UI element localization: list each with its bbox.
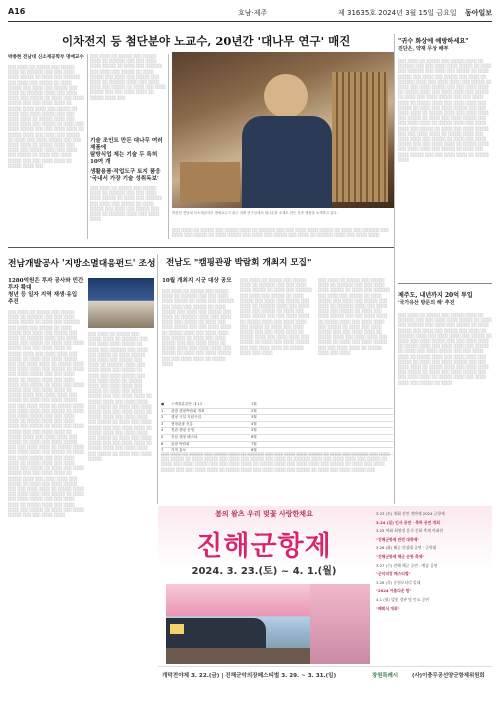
sidebar-body-2: ░░░ ░░░░ ░░ ░░░░░ ░░░ ░░░░░ ░░░░ ░░ ░░░░░░ ░░░ ░░░ ░░░░ ░░░░ ░░░░░ ░░ ░░░░ ░░░ ░░░░░░ ░░░ ░░░░ ░░░ ░░░░░ ░░ ░░░░ ░░░░░ ░░░ ░░░░ ░░░ ░░░░░ ░░░ ░░░░ ░░ ░░░░░░ ░░░░ ░░░ ░░░░ ░░░░ ░░░ ░░░░░ ░░ ░░░░ ░░░ ░░░░ ░░░░░ ░░░ ░░░ ░░░░ ░░░░ ░░ ░░░░░ ░░░░ ░░░ ░░░░ ░░░░ ░░░ ░░░░░ ░░ ░░░░ ░░░ ░░░░ ░░░░░ ░░░ ░░░ ░░░░ ░░░░ ░░ ░░░░░ ░░░░ ░░░ ░░░░ ░░░░ ░░░ ░░░░░ ░░ ░░░░ ░░░ ░░░░ ░░░░░ ░░░ ░░░ ░░░░ ░░░░ ░░ ░░░░░ ░░░░ ░░░ ░░░░ ░░░░ ░░░ ░░░░░ ░░ ░░░░ ░░░ ░░░░ ░░░░░ ░░░ ░░░ ░░░░ ░░░░ ░░ ░░░░░ ░░░░ ░░░ ░░░░ ░░░░ ░░░ ░░░░░ ░░ ░░░░	[398, 313, 492, 385]
list-item: "진해군항제 완전 대축제"	[376, 536, 420, 542]
story3-body-4: ░░░ ░░░░ ░░ ░░░░░ ░░░ ░░░░░ ░░░░ ░░ ░░░░░░ ░░░ ░░░ ░░░░ ░░░░ ░░░░░ ░░ ░░░░ ░░░ ░░░░░░ ░░░ ░░░░ ░░░ ░░░░░ ░░ ░░░░ ░░░░░ ░░░ ░░░░ ░░░ ░░░░░ ░░░ ░░░░ ░░ ░░░░░░ ░░░░ ░░░ ░░░░ ░░░░ ░░░ ░░░░░ ░░ ░░░░ ░░░ ░░░░ ░░░░░ ░░░ ░░░ ░░░░ ░░░░ ░░ ░░░░░ ░░░░ ░░░ ░░░░ ░░░░ ░░░ ░░░░░ ░░ ░░░░ ░░░ ░░░░ ░░░░░ ░░░ ░░░ ░░░░ ░░░░ ░░ ░░░░░ ░░░░ ░░░ ░░░░ ░░░░ ░░░ ░░░░░ ░░ ░░░░ ░░░ ░░░░ ░░░░░ ░░░	[161, 452, 390, 472]
sidebar-sub-2: '국가유산 방문의 해' 추진	[398, 300, 455, 306]
ad-blossom-scene	[310, 584, 370, 664]
story3-lead: 10월 개최지 시군 대상 공모	[162, 278, 232, 284]
ad-footer-schedule: 개막전야제 3. 22.(금) | 진해군악의장페스티벌 3. 29. ~ 3. 31.(일)	[162, 673, 337, 679]
table-row: 5 전남 캠핑 페스타 6월	[161, 435, 393, 442]
main-body-text-2: ░░░ ░░░░ ░░ ░░░░░ ░░░ ░░░░░ ░░░░ ░░ ░░░░░░ ░░░ ░░░ ░░░░ ░░░░ ░░░░░ ░░ ░░░░ ░░░ ░░░░░░ ░░░ ░░░░ ░░░ ░░░░░ ░░ ░░░░ ░░░░░ ░░░ ░░░░ ░░░ ░░░░░ ░░░ ░░░░ ░░ ░░░░░░ ░░░░ ░░░ ░░░░ ░░░░ ░░░ ░░░░░ ░░ ░░░░ ░░░ ░░░░ ░░░░░ ░░░ ░░░ ░░░░ ░░░░ ░░ ░░░░░ ░░░░ ░░░	[90, 54, 166, 100]
byline: 박종현 전남대 신소재공학부 명예교수	[8, 55, 84, 60]
festival-advertisement	[158, 506, 492, 684]
main-photo	[172, 52, 394, 208]
subhead-4: '국내서 가장 기술 성취독보'	[90, 176, 159, 182]
page-number: A16	[8, 7, 26, 16]
story3-body-3: ░░░ ░░░░ ░░ ░░░░░ ░░░ ░░░░░ ░░░░ ░░ ░░░░░░ ░░░ ░░░ ░░░░ ░░░░ ░░░░░ ░░ ░░░░ ░░░ ░░░░░░ ░░░ ░░░░ ░░░ ░░░░░ ░░ ░░░░ ░░░░░ ░░░ ░░░░ ░░░ ░░░░░ ░░░ ░░░░ ░░ ░░░░░░ ░░░░ ░░░ ░░░░ ░░░░ ░░░ ░░░░░ ░░ ░░░░ ░░░ ░░░░ ░░░░░ ░░░ ░░░ ░░░░ ░░░░ ░░ ░░░░░ ░░░░ ░░░ ░░░░ ░░░░ ░░░ ░░░░░ ░░ ░░░░ ░░░ ░░░░ ░░░░░ ░░░ ░░░ ░░░░ ░░░░ ░░ ░░░░░ ░░░░ ░░░ ░░░░ ░░░░ ░░░ ░░░░░ ░░ ░░░░ ░░░ ░░░░ ░░░░░ ░░░ ░░░ ░░░░ ░░░░ ░░ ░░░░░ ░░░░ ░░░ ░░░░	[318, 278, 391, 355]
list-item: "진해군항제 해군 순항 축제"	[376, 553, 425, 559]
sidebar-headline-2: 제주도, 내년까지 20억 투입	[398, 292, 473, 299]
list-item: 3.25 여좌 최원정 음식 문화 축제 여좌천	[376, 528, 444, 534]
ad-dates: 2024. 3. 23.(토) ~ 4. 1.(월)	[191, 566, 337, 577]
sidebar-headline-1: "귀수 화상에 예방하세요"	[398, 38, 469, 45]
schedule-table	[161, 402, 393, 455]
edition-date: 제 31635호 2024년 3월 15일 금요일	[338, 9, 457, 17]
column-divider	[87, 54, 88, 239]
list-item: 4.1 (월) 벚꽃 경관 및 민요 공연	[376, 596, 429, 602]
table-row: 6 관광 박람회 7월	[161, 442, 393, 449]
list-item: 3.28 (목) 중원로터리 일대	[376, 579, 421, 585]
ad-title: 진해군항제	[196, 531, 332, 562]
person-head	[264, 74, 308, 118]
subhead-3: 생활용품·작업도구 토지 품응	[90, 169, 161, 175]
main-story-col-1	[8, 54, 84, 245]
story2-body-1: ░░░ ░░░░ ░░ ░░░░░ ░░░ ░░░░░ ░░░░ ░░ ░░░░░░ ░░░ ░░░ ░░░░ ░░░░ ░░░░░ ░░ ░░░░ ░░░ ░░░░░░ ░░░ ░░░░ ░░░ ░░░░░ ░░ ░░░░ ░░░░░ ░░░ ░░░░ ░░░ ░░░░░ ░░░ ░░░░ ░░ ░░░░░░ ░░░░ ░░░ ░░░░ ░░░░ ░░░ ░░░░░ ░░ ░░░░ ░░░ ░░░░ ░░░░░ ░░░ ░░░ ░░░░ ░░░░ ░░ ░░░░░ ░░░░ ░░░ ░░░░ ░░░░ ░░░ ░░░░░ ░░ ░░░░ ░░░ ░░░░ ░░░░░ ░░░ ░░░ ░░░░ ░░░░ ░░ ░░░░░ ░░░░ ░░░ ░░░░ ░░░░ ░░░ ░░░░░ ░░ ░░░░ ░░░ ░░░░ ░░░░░ ░░░ ░░░ ░░░░ ░░░░ ░░ ░░░░░ ░░░░ ░░░ ░░░░ ░░░░ ░░░ ░░░░░ ░░ ░░░░ ░░░ ░░░░ ░░░░░ ░░░ ░░░ ░░░░ ░░░░ ░░ ░░░░░ ░░░░ ░░░ ░░░░ ░░░░ ░░░ ░░░░░ ░░ ░░░░ ░░░ ░░░░ ░░░░░ ░░░ ░░░ ░░░░ ░░░░ ░░ ░░░░░ ░░░░ ░░░ ░░░░ ░░░░ ░░░ ░░░░░ ░░ ░░░░ ░░░ ░░░░ ░░░░░ ░░░ ░░░ ░░░░ ░░░░ ░░ ░░░░░ ░░░░ ░░░ ░░░░ ░░░░ ░░░ ░░░░░ ░░ ░░░░ ░░░ ░░░░ ░░░░░ ░░░ ░░░ ░░░░ ░░░░ ░░ ░░░░░ ░░░░ ░░░ ░░░░ ░░░░ ░░░ ░░░░░ ░░ ░░░░ ░░░ ░░░░ ░░░░░ ░░░ ░░░ ░░░░ ░░░░ ░░ ░░░░░ ░░░░ ░░░ ░░░░ ░░░░ ░░░ ░░░░░ ░░ ░░░░ ░░░ ░░░░ ░░░░░ ░░░ ░░░ ░░░░ ░░░░ ░░ ░░░░░ ░░░░ ░░░ ░░░░ ░░░░ ░░░ ░░░░░ ░░ ░░░░ ░░░ ░░░░ ░░░░░ ░░░ ░░░ ░░░░ ░░░░ ░░ ░░░░░ ░░░░ ░░░ ░░░░ ░░░░ ░░░ ░░░░░ ░░ ░░░░ ░░░ ░░░░ ░░░░░ ░░░ ░░░ ░░░░ ░░░░ ░░ ░░░░░ ░░░░ ░░░ ░░░░ ░░░░ ░░░ ░░░░░ ░░ ░░░░ ░░░ ░░░░ ░░░░░ ░░░ ░░░ ░░░░ ░░░░ ░░ ░░░░░ ░░░░ ░░░ ░░░░ ░░░░ ░░░ ░░░░░ ░░ ░░░░ ░░░ ░░░░ ░░░░░ ░░░ ░░░ ░░░░ ░░░░	[8, 310, 84, 517]
photo-caption: 박종현 전남대 신소재공학부 명예교수가 광주 자택 연구실에서 대나무를 소재로 만든 각종 제품을 소개하고 있다.	[172, 211, 338, 215]
story3-body-2: ░░░ ░░░░ ░░ ░░░░░ ░░░ ░░░░░ ░░░░ ░░ ░░░░░░ ░░░ ░░░ ░░░░ ░░░░ ░░░░░ ░░ ░░░░ ░░░ ░░░░░░ ░░░ ░░░░ ░░░ ░░░░░ ░░ ░░░░ ░░░░░ ░░░ ░░░░ ░░░ ░░░░░ ░░░ ░░░░ ░░ ░░░░░░ ░░░░ ░░░ ░░░░ ░░░░ ░░░ ░░░░░ ░░ ░░░░ ░░░ ░░░░ ░░░░░ ░░░ ░░░ ░░░░ ░░░░ ░░ ░░░░░ ░░░░ ░░░ ░░░░ ░░░░ ░░░ ░░░░░ ░░ ░░░░ ░░░ ░░░░ ░░░░░ ░░░ ░░░ ░░░░ ░░░░ ░░ ░░░░░ ░░░░ ░░░ ░░░░ ░░░░ ░░░ ░░░░░ ░░ ░░░░ ░░░ ░░░░ ░░░░░ ░░░ ░░░ ░░░░ ░░░░ ░░ ░░░░░ ░░░░ ░░░ ░░░░	[240, 278, 313, 355]
list-item: 3.27 (수) 진해 해군 공연 · 예술 공연	[376, 562, 438, 568]
story2-headline: 전남개발공사 '지방소멸대응펀드' 조성	[8, 259, 156, 269]
column-divider	[157, 254, 158, 504]
edition-info	[338, 8, 492, 18]
sidebar-sub-1: 진단은, 약재 무상 배부	[398, 46, 449, 52]
list-item: 3.24 (일) 인사 공연 · 축하 공연 개최	[376, 519, 440, 525]
header-rule	[8, 21, 492, 22]
train-window-icon	[170, 624, 184, 634]
story3-headline: 전남도 "캠핑관광 박람회 개최지 모집"	[166, 258, 312, 268]
story2-body-2: ░░░ ░░░░ ░░ ░░░░░ ░░░ ░░░░░ ░░░░ ░░ ░░░░░░ ░░░ ░░░ ░░░░ ░░░░ ░░░░░ ░░ ░░░░ ░░░ ░░░░░░ ░░░ ░░░░ ░░░ ░░░░░ ░░ ░░░░ ░░░░░ ░░░ ░░░░ ░░░ ░░░░░ ░░░ ░░░░ ░░ ░░░░░░ ░░░░ ░░░ ░░░░ ░░░░ ░░░ ░░░░░ ░░ ░░░░ ░░░ ░░░░ ░░░░░ ░░░ ░░░ ░░░░ ░░░░ ░░ ░░░░░ ░░░░ ░░░ ░░░░ ░░░░ ░░░ ░░░░░ ░░ ░░░░ ░░░ ░░░░ ░░░░░ ░░░ ░░░ ░░░░ ░░░░ ░░ ░░░░░ ░░░░ ░░░ ░░░░ ░░░░ ░░░ ░░░░░ ░░ ░░░░ ░░░ ░░░░ ░░░░░ ░░░ ░░░ ░░░░ ░░░░ ░░ ░░░░░ ░░░░ ░░░ ░░░░ ░░░░ ░░░ ░░░░░ ░░ ░░░░ ░░░ ░░░░ ░░░░░ ░░░ ░░░ ░░░░ ░░░░ ░░ ░░░░░ ░░░░ ░░░ ░░░░ ░░░░ ░░░ ░░░░░ ░░ ░░░░ ░░░ ░░░░ ░░░░░ ░░░ ░░░ ░░░░ ░░░░ ░░ ░░░░░ ░░░░ ░░░ ░░░░ ░░░░ ░░░ ░░░░░ ░░ ░░░░ ░░░ ░░░░ ░░░░░	[88, 332, 152, 461]
person-body	[242, 116, 332, 208]
table-row: 1 관광 캠핑박람회 개최 2월	[161, 409, 393, 416]
main-body-text-1: ░░░ ░░░░ ░░ ░░░░░ ░░░ ░░░░░ ░░░░ ░░ ░░░░░░ ░░░ ░░░ ░░░░ ░░░░ ░░░░░ ░░ ░░░░ ░░░ ░░░░░░ ░░░ ░░░░ ░░░ ░░░░░ ░░ ░░░░ ░░░░░ ░░░ ░░░░ ░░░ ░░░░░ ░░░ ░░░░ ░░ ░░░░░░ ░░░░ ░░░ ░░░░ ░░░░ ░░░ ░░░░░ ░░ ░░░░ ░░░ ░░░░ ░░░░░ ░░░ ░░░ ░░░░ ░░░░ ░░ ░░░░░ ░░░░ ░░░░ ░░░ ░░░░░ ░░ ░░░░ ░░░ ░░░░ ░░░░░ ░░░ ░░░ ░░░░ ░░░░ ░░ ░░░░░ ░░░░ ░░░ ░░░░ ░░░░ ░░░ ░░░░░ ░░ ░░░░ ░░░ ░░░░ ░░░░░ ░░░ ░░░ ░░░░ ░░░░ ░░ ░░░░░ ░░░░ ░░░ ░░░░ ░░░ ░░░░░ ░░ ░░░░ ░░░ ░░░░ ░░░░░ ░░░ ░░░ ░░░░ ░░░░ ░░ ░░░░░ ░░░░ ░░░ ░░░░ ░░░ ░░░░░ ░░░░ ░░░ ░░░░ ░░░ ░░░░░ ░░ ░░░░ ░░░ ░░░░ ░░░░░ ░░░ ░░░ ░░░░ ░░░░ ░░ ░░░░░ ░░░░ ░░░	[8, 65, 84, 168]
sidebar-rule	[398, 283, 492, 284]
newspaper-name: 동아일보	[464, 9, 492, 17]
table-row: 2 캠핑 시설 지원사업 3월	[161, 415, 393, 422]
sidebar-body-1: ░░░ ░░░░ ░░ ░░░░░ ░░░ ░░░░░ ░░░░ ░░ ░░░░░░ ░░░ ░░░ ░░░░ ░░░░ ░░░░░ ░░ ░░░░ ░░░ ░░░░░░ ░░░ ░░░░ ░░░ ░░░░░ ░░ ░░░░ ░░░░░ ░░░ ░░░░ ░░░ ░░░░░ ░░░ ░░░░ ░░ ░░░░░░ ░░░░ ░░░ ░░░░ ░░░░ ░░░ ░░░░░ ░░ ░░░░ ░░░ ░░░░ ░░░░░ ░░░ ░░░ ░░░░ ░░░░ ░░ ░░░░░ ░░░░ ░░░ ░░░░ ░░░░ ░░░ ░░░░░ ░░ ░░░░ ░░░ ░░░░ ░░░░░ ░░░ ░░░ ░░░░ ░░░░ ░░ ░░░░░ ░░░░ ░░░ ░░░░ ░░░░ ░░░ ░░░░░ ░░ ░░░░ ░░░ ░░░░ ░░░░░ ░░░ ░░░ ░░░░ ░░░░ ░░ ░░░░░ ░░░░ ░░░ ░░░░ ░░░░ ░░░ ░░░░░ ░░ ░░░░ ░░░ ░░░░ ░░░░░ ░░░ ░░░ ░░░░ ░░░░ ░░ ░░░░░ ░░░░ ░░░ ░░░░ ░░░░ ░░░ ░░░░░ ░░ ░░░░ ░░░ ░░░░ ░░░░░ ░░░ ░░░ ░░░░ ░░░░ ░░ ░░░░░ ░░░░ ░░░ ░░░░ ░░░░ ░░░ ░░░░░ ░░ ░░░░ ░░░ ░░░░ ░░░░░ ░░░ ░░░ ░░░░ ░░░░ ░░ ░░░░░ ░░░░ ░░░ ░░░░ ░░░░ ░░░ ░░░░░ ░░ ░░░░ ░░░ ░░░░ ░░░░░ ░░░ ░░░ ░░░░ ░░░░ ░░ ░░░░░ ░░░░	[398, 59, 492, 162]
story3-body-1: ░░░ ░░░░ ░░ ░░░░░ ░░░ ░░░░░ ░░░░ ░░ ░░░░░░ ░░░ ░░░ ░░░░ ░░░░ ░░░░░ ░░ ░░░░ ░░░ ░░░░░░ ░░░ ░░░░ ░░░ ░░░░░ ░░ ░░░░ ░░░░░ ░░░ ░░░░ ░░░ ░░░░░ ░░░ ░░░░ ░░ ░░░░░░ ░░░░ ░░░ ░░░░ ░░░░ ░░░ ░░░░░ ░░ ░░░░ ░░░ ░░░░ ░░░░░ ░░░ ░░░ ░░░░ ░░░░ ░░ ░░░░░ ░░░░ ░░░ ░░░░ ░░░░ ░░░ ░░░░░ ░░ ░░░░ ░░░ ░░░░ ░░░░░ ░░░ ░░░ ░░░░ ░░░░ ░░ ░░░░░ ░░░░ ░░░ ░░░░ ░░░░ ░░░ ░░░░░ ░░ ░░░░ ░░░ ░░░░ ░░░░░ ░░░ ░░░ ░░░░ ░░░░ ░░ ░░░░░ ░░░░	[162, 289, 235, 366]
story2-sub: 청년 등 일자 지역 재생·유입 추진	[8, 292, 78, 305]
subhead-1: 기술 조인트 만든 대나무 여러 제품에	[90, 138, 163, 151]
bamboo-items	[180, 162, 240, 202]
section-name: 호남·제주	[238, 9, 268, 17]
bamboo-shelf	[332, 72, 388, 202]
table-row: ● 스케줄분류안 대 11 1월	[161, 402, 393, 409]
main-headline: 이차전지 등 첨단분야 노교수, 20년간 '대나무 연구' 매진	[62, 34, 351, 48]
ad-org-2: (사)이충무공선양군항제위원회	[412, 673, 485, 679]
table-row: 7 지역 홍보 8월	[161, 448, 393, 455]
main-body-text-3: ░░░ ░░░░ ░░ ░░░░░ ░░░ ░░░░░ ░░░░ ░░ ░░░░░░ ░░░ ░░░ ░░░░ ░░░░ ░░░░░ ░░ ░░░░ ░░░ ░░░░░░ ░░░ ░░░░ ░░░ ░░░░░ ░░ ░░░░ ░░░░░ ░░░ ░░░░ ░░░ ░░░░░ ░░░ ░░░░ ░░ ░░░░░░ ░░░░ ░░░ ░░░░ ░░░░	[90, 186, 163, 222]
subhead-2: 탐방식업 제는 기술 두 특허 10여 개	[90, 152, 158, 165]
table-row: 4 경관 캠핑 운영 5월	[161, 428, 393, 435]
list-item: "2024 아름다운 밤"	[376, 588, 412, 594]
ad-footer	[158, 666, 492, 684]
main-story-col-2	[90, 54, 166, 242]
section-rule	[8, 247, 394, 248]
ad-org-1: 창원특례시	[372, 673, 399, 679]
table-row: 3 캠핑관광 진흥 4월	[161, 422, 393, 429]
story2-lead: 1280억원은 투자 공사와 민간투자 확대	[8, 278, 84, 291]
list-item: 3.26 (화) 해군 의장대 공연 · 군악대	[376, 545, 437, 551]
page-header	[8, 6, 492, 20]
ad-tagline: 봄의 왈츠 우리 벚꽃 사랑한채요	[215, 510, 313, 518]
story2-col-1	[8, 278, 84, 710]
list-item: 3.23 (토) 개회 선언 전야제 2024 군항제	[376, 511, 445, 516]
sidebar	[398, 38, 492, 465]
sidebar-divider	[394, 34, 395, 504]
story3-col-1	[162, 278, 236, 399]
list-item: "폐회식 개최"	[376, 605, 400, 611]
ad-event-list	[376, 510, 488, 613]
column-divider	[168, 54, 169, 239]
main-body-text-4: ░░░ ░░░░ ░░ ░░░░░ ░░░ ░░░░░ ░░░░ ░░ ░░░░░░ ░░░ ░░░ ░░░░ ░░░░ ░░░░░ ░░ ░░░░ ░░░ ░░░░░░ ░░░ ░░░░ ░░░ ░░░░░ ░░ ░░░░ ░░░░░ ░░░ ░░░░ ░░░ ░░░░░ ░░░ ░░░░ ░░ ░░░░░░ ░░░░ ░░░ ░░░░ ░░░░	[172, 228, 389, 238]
list-item: "군악의장 페스티벌"	[376, 571, 411, 577]
story2-photo	[88, 278, 154, 328]
